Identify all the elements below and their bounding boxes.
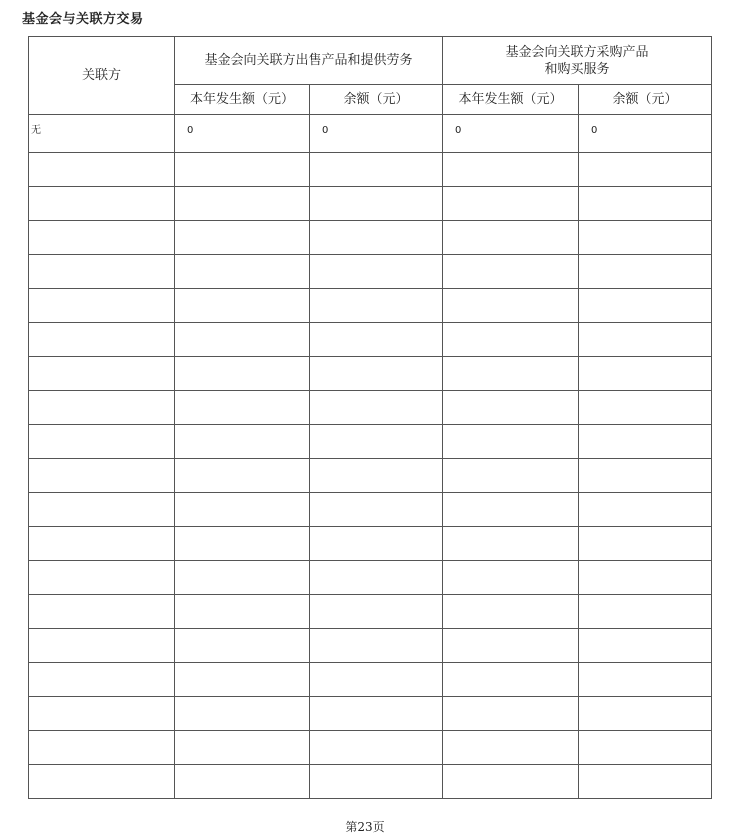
table-row <box>29 221 712 255</box>
empty-cell <box>579 493 712 527</box>
empty-cell <box>310 153 443 187</box>
empty-cell <box>443 391 579 425</box>
table-row <box>29 115 712 153</box>
table-row <box>29 153 712 187</box>
empty-cell <box>29 459 175 493</box>
empty-cell <box>29 357 175 391</box>
empty-cell <box>579 425 712 459</box>
empty-cell <box>29 595 175 629</box>
table-row <box>29 289 712 323</box>
empty-cell <box>443 221 579 255</box>
empty-cell <box>310 289 443 323</box>
empty-cell <box>310 221 443 255</box>
empty-cell <box>579 561 712 595</box>
empty-cell <box>443 459 579 493</box>
empty-cell <box>443 629 579 663</box>
table-row <box>29 459 712 493</box>
empty-cell <box>310 425 443 459</box>
table-row <box>29 357 712 391</box>
empty-cell <box>175 595 310 629</box>
cell-sell-balance: 0 <box>310 115 443 153</box>
cell-buy-amount: 0 <box>443 115 579 153</box>
empty-cell <box>443 493 579 527</box>
empty-cell <box>443 697 579 731</box>
empty-cell <box>310 697 443 731</box>
empty-cell <box>579 221 712 255</box>
empty-cell <box>579 187 712 221</box>
empty-cell <box>175 187 310 221</box>
empty-cell <box>175 289 310 323</box>
empty-cell <box>579 595 712 629</box>
empty-cell <box>310 527 443 561</box>
empty-cell <box>175 357 310 391</box>
empty-cell <box>579 663 712 697</box>
empty-cell <box>443 595 579 629</box>
related-party-table <box>28 36 712 799</box>
empty-cell <box>29 561 175 595</box>
empty-cell <box>29 391 175 425</box>
empty-cell <box>443 323 579 357</box>
empty-cell <box>175 425 310 459</box>
empty-cell <box>310 357 443 391</box>
empty-cell <box>29 527 175 561</box>
empty-cell <box>310 187 443 221</box>
empty-cell <box>29 663 175 697</box>
empty-cell <box>175 323 310 357</box>
empty-cell <box>175 765 310 799</box>
empty-cell <box>579 731 712 765</box>
empty-cell <box>175 561 310 595</box>
empty-cell <box>175 629 310 663</box>
empty-cell <box>29 289 175 323</box>
empty-cell <box>175 255 310 289</box>
empty-cell <box>29 629 175 663</box>
empty-cell <box>443 357 579 391</box>
header-buy-balance: 余额（元） <box>579 85 712 115</box>
empty-cell <box>310 323 443 357</box>
empty-cell <box>443 289 579 323</box>
empty-cell <box>310 629 443 663</box>
empty-cell <box>310 493 443 527</box>
empty-cell <box>579 391 712 425</box>
empty-cell <box>29 187 175 221</box>
empty-cell <box>579 459 712 493</box>
header-sell-amount: 本年发生额（元） <box>175 85 310 115</box>
empty-cell <box>443 663 579 697</box>
empty-cell <box>579 527 712 561</box>
empty-cell <box>310 595 443 629</box>
empty-cell <box>29 153 175 187</box>
empty-cell <box>579 697 712 731</box>
section-title: 基金会与关联方交易 <box>22 12 144 27</box>
empty-cell <box>29 255 175 289</box>
header-group-buy <box>443 37 712 85</box>
empty-cell <box>175 459 310 493</box>
empty-cell <box>443 255 579 289</box>
empty-cell <box>310 459 443 493</box>
empty-cell <box>29 697 175 731</box>
table-row <box>29 595 712 629</box>
empty-cell <box>310 561 443 595</box>
cell-sell-amount: 0 <box>175 115 310 153</box>
empty-cell <box>443 731 579 765</box>
table-row <box>29 425 712 459</box>
table-row <box>29 697 712 731</box>
header-group-buy-line1: 基金会向关联方采购产品 <box>505 44 649 60</box>
table-row <box>29 187 712 221</box>
header-group-sell: 基金会向关联方出售产品和提供劳务 <box>175 37 443 85</box>
empty-cell <box>443 187 579 221</box>
empty-cell <box>579 153 712 187</box>
empty-cell <box>579 289 712 323</box>
table-row <box>29 629 712 663</box>
table-row <box>29 391 712 425</box>
empty-cell <box>175 391 310 425</box>
empty-cell <box>443 153 579 187</box>
empty-cell <box>29 323 175 357</box>
empty-cell <box>310 731 443 765</box>
empty-cell <box>29 493 175 527</box>
empty-cell <box>175 493 310 527</box>
header-sell-balance: 余额（元） <box>310 85 443 115</box>
table-row <box>29 255 712 289</box>
empty-cell <box>29 425 175 459</box>
table-row <box>29 493 712 527</box>
empty-cell <box>175 221 310 255</box>
empty-cell <box>579 323 712 357</box>
empty-cell <box>310 663 443 697</box>
empty-cell <box>175 527 310 561</box>
empty-cell <box>579 629 712 663</box>
empty-cell <box>443 765 579 799</box>
page-number: 第23页 <box>345 820 385 834</box>
table-row <box>29 561 712 595</box>
empty-cell <box>175 697 310 731</box>
empty-cell <box>175 731 310 765</box>
empty-cell <box>175 153 310 187</box>
empty-cell <box>579 255 712 289</box>
empty-cell <box>310 255 443 289</box>
empty-cell <box>310 391 443 425</box>
empty-cell <box>579 357 712 391</box>
cell-buy-balance: 0 <box>579 115 712 153</box>
empty-cell <box>443 561 579 595</box>
empty-cell <box>29 731 175 765</box>
table-row <box>29 731 712 765</box>
table-header-row-1 <box>29 37 712 85</box>
table-row <box>29 765 712 799</box>
table-row <box>29 663 712 697</box>
empty-cell <box>29 221 175 255</box>
empty-cell <box>29 765 175 799</box>
empty-cell <box>175 663 310 697</box>
header-group-buy-line2: 和购买服务 <box>544 61 610 77</box>
header-buy-amount: 本年发生额（元） <box>443 85 579 115</box>
header-related-party: 关联方 <box>29 37 175 115</box>
empty-cell <box>443 425 579 459</box>
table-row <box>29 527 712 561</box>
table-row <box>29 323 712 357</box>
cell-party: 无 <box>29 115 175 153</box>
empty-cell <box>310 765 443 799</box>
empty-cell <box>579 765 712 799</box>
empty-cell <box>443 527 579 561</box>
